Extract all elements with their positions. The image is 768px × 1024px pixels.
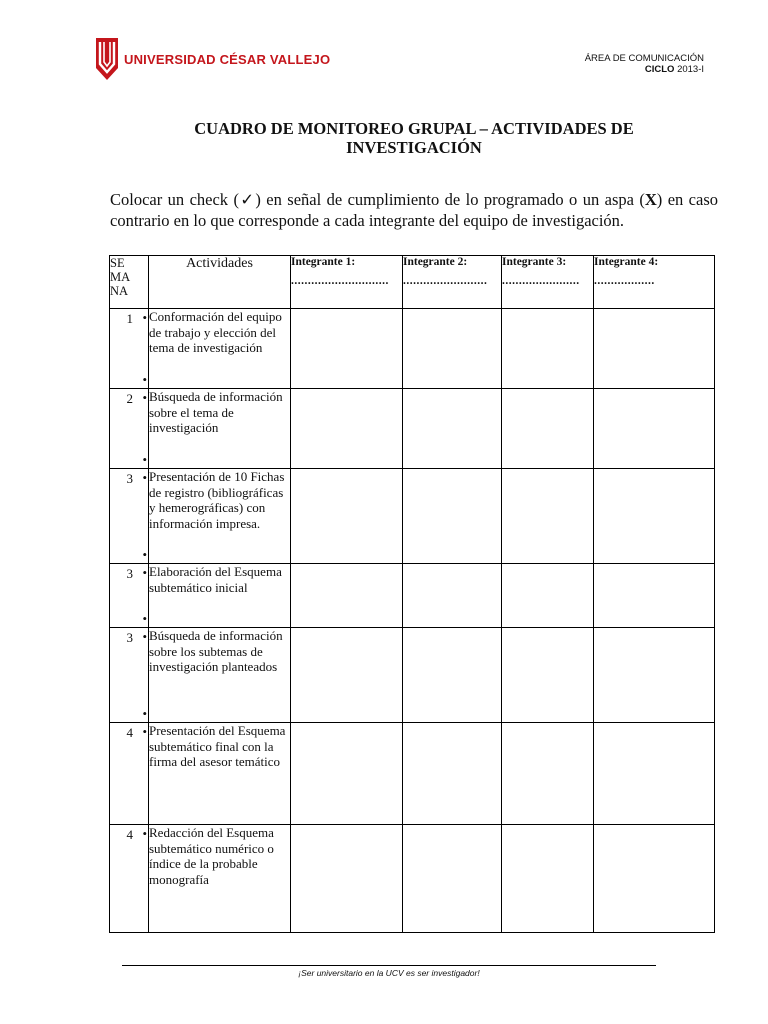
integrante-1-blank: ............................. (291, 275, 389, 287)
integrante-3-check-cell[interactable] (502, 723, 594, 825)
table-row (110, 389, 715, 469)
week-cell (110, 723, 149, 825)
table-row (110, 309, 715, 389)
integrante-2-label: Integrante 2: (403, 256, 468, 268)
integrante-3-check-cell[interactable] (502, 564, 594, 628)
activity-cell: Redacción del Esquema subtemático numérico o índice de la probable monografía (149, 825, 291, 933)
footer-motto: ¡Ser universitario en la UCV es ser investigador! (298, 968, 480, 978)
title-line-2: INVESTIGACIÓN (346, 138, 482, 157)
integrante-1-label: Integrante 1: (291, 256, 356, 268)
semana-header: SE MA NA (110, 256, 149, 309)
integrante-3-check-cell[interactable] (502, 389, 594, 469)
integrante-3-label: Integrante 3: (502, 256, 567, 268)
integrante-4-check-cell[interactable] (594, 309, 715, 389)
activity-cell: Búsqueda de información sobre los subtemas de investigación planteados (149, 628, 291, 723)
ciclo-value: 2013-I (677, 64, 704, 75)
bullet-icon: • (142, 372, 147, 387)
bullet-icon: • (142, 390, 147, 405)
integrante-4-check-cell[interactable] (594, 389, 715, 469)
week-cell (110, 825, 149, 933)
integrante-2-check-cell[interactable] (403, 564, 502, 628)
bullet-icon: • (142, 310, 147, 325)
week-number: 3 (126, 471, 133, 486)
week-number: 4 (126, 827, 133, 842)
intro-part-3: ) en caso contrario en lo que corresponde a cada integrante del equipo de investigación. (110, 190, 719, 230)
week-number: 1 (126, 311, 133, 326)
integrante-1-check-cell[interactable] (291, 309, 403, 389)
table-row (110, 825, 715, 933)
week-number: 4 (126, 725, 133, 740)
ucv-shield-icon (96, 38, 118, 80)
integrante-2-check-cell[interactable] (403, 309, 502, 389)
integrante-3-header (502, 256, 594, 309)
area-line: ÁREA DE COMUNICACIÓN (584, 53, 704, 64)
integrante-2-check-cell[interactable] (403, 723, 502, 825)
integrante-2-check-cell[interactable] (403, 389, 502, 469)
bullet-icon: • (142, 547, 147, 562)
activity-cell: Conformación del equipo de trabajo y elección del tema de investigación (149, 309, 291, 389)
integrante-4-check-cell[interactable] (594, 564, 715, 628)
integrante-3-blank: ....................... (502, 275, 580, 287)
week-number: 2 (126, 391, 133, 406)
title-line-1: CUADRO DE MONITOREO GRUPAL – ACTIVIDADES DE (194, 119, 634, 138)
integrante-4-header (594, 256, 715, 309)
intro-part-1: Colocar un check ( (110, 190, 239, 209)
integrante-1-check-cell[interactable] (291, 564, 403, 628)
integrante-4-check-cell[interactable] (594, 628, 715, 723)
intro-part-2: ) en señal de cumplimiento de lo programado o un aspa ( (255, 190, 645, 209)
integrante-3-check-cell[interactable] (502, 825, 594, 933)
footer-divider (122, 965, 656, 966)
integrante-4-blank: .................. (594, 275, 655, 287)
area-info (585, 53, 704, 75)
integrante-1-check-cell[interactable] (291, 389, 403, 469)
integrante-1-check-cell[interactable] (291, 628, 403, 723)
integrante-4-check-cell[interactable] (594, 723, 715, 825)
activity-cell: Búsqueda de información sobre el tema de investigación (149, 389, 291, 469)
integrante-4-check-cell[interactable] (594, 469, 715, 564)
table-row (110, 469, 715, 564)
bullet-icon: • (142, 470, 147, 485)
bullet-icon: • (142, 706, 147, 721)
week-cell (110, 564, 149, 628)
bullet-icon: • (142, 826, 147, 841)
check-symbol: ✓ (238, 190, 256, 209)
week-cell (110, 389, 149, 469)
bullet-icon: • (142, 724, 147, 739)
week-cell (110, 469, 149, 564)
integrante-3-check-cell[interactable] (502, 309, 594, 389)
x-symbol: X (644, 190, 657, 209)
actividades-header: Actividades (149, 256, 291, 309)
table-row (110, 723, 715, 825)
ciclo-line (585, 64, 704, 75)
integrante-2-blank: ......................... (403, 275, 488, 287)
integrante-2-check-cell[interactable] (403, 628, 502, 723)
integrante-3-check-cell[interactable] (502, 628, 594, 723)
week-number: 3 (126, 630, 133, 645)
activity-cell: Presentación de 10 Fichas de registro (bibliográficas y hemerográficas) con información impresa. (149, 469, 291, 564)
bullet-icon: • (142, 611, 147, 626)
integrante-2-check-cell[interactable] (403, 469, 502, 564)
table-row (110, 628, 715, 723)
logo-wordmark: UNIVERSIDAD CÉSAR VALLEJO (124, 51, 331, 67)
bullet-icon: • (142, 629, 147, 644)
week-number: 3 (126, 566, 133, 581)
integrante-2-header (403, 256, 502, 309)
instructions-paragraph (110, 189, 718, 231)
integrante-4-check-cell[interactable] (594, 825, 715, 933)
table-header-row (110, 256, 715, 309)
university-logo (96, 38, 330, 80)
week-cell (110, 309, 149, 389)
integrante-4-label: Integrante 4: (594, 256, 659, 268)
week-cell (110, 628, 149, 723)
document-title (110, 119, 718, 157)
integrante-3-check-cell[interactable] (502, 469, 594, 564)
bullet-icon: • (142, 565, 147, 580)
bullet-icon: • (142, 452, 147, 467)
integrante-1-check-cell[interactable] (291, 723, 403, 825)
integrante-2-check-cell[interactable] (403, 825, 502, 933)
activity-cell: Presentación del Esquema subtemático final con la firma del asesor temático (149, 723, 291, 825)
activity-cell: Elaboración del Esquema subtemático inicial (149, 564, 291, 628)
ciclo-label: CICLO (644, 64, 675, 75)
integrante-1-check-cell[interactable] (291, 469, 403, 564)
monitoring-table (109, 255, 715, 933)
table-row (110, 564, 715, 628)
integrante-1-header (291, 256, 403, 309)
integrante-1-check-cell[interactable] (291, 825, 403, 933)
